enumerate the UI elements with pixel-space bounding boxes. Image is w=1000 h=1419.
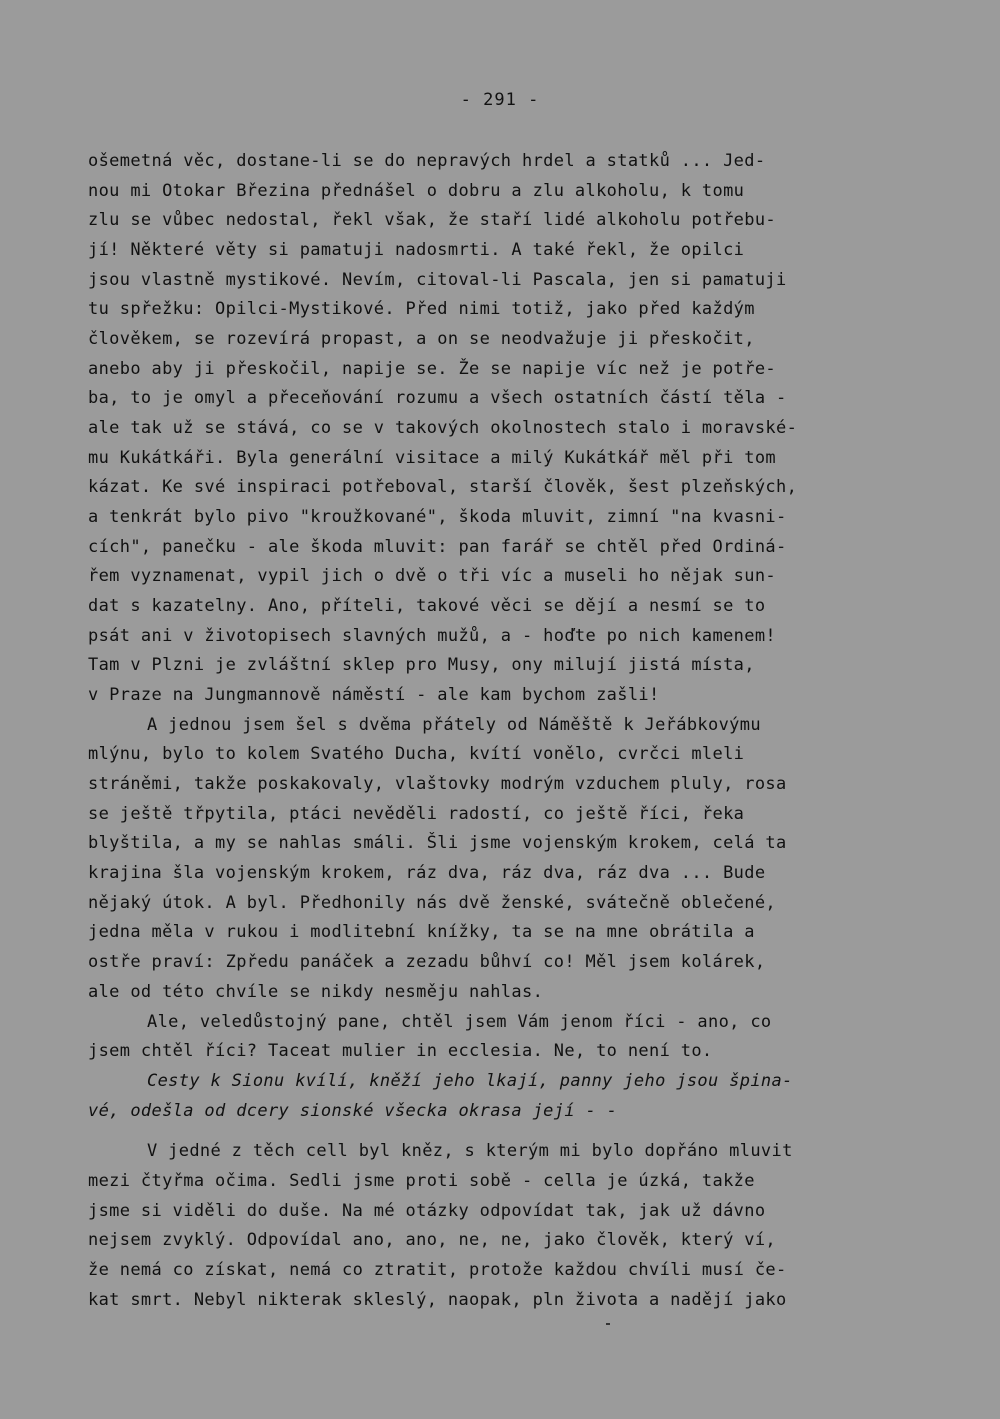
text-line: krajina šla vojenským krokem, ráz dva, ráz dva, ráz dva ... Bude [88, 863, 766, 883]
text-line: V jedné z těch cell byl kněz, s kterým mi bylo dopřáno mluvit [147, 1141, 793, 1161]
page-number: - 291 - [460, 90, 540, 110]
text-line: ošemetná věc, dostane-li se do nepravých hrdel a statků ... Jed- [88, 151, 766, 171]
text-line: člověkem, se rozevírá propast, a on se neodvažuje ji přeskočit, [88, 329, 755, 349]
text-line: ale tak už se stává, co se v takových okolnostech stalo i moravské- [88, 418, 798, 438]
text-line: jsem chtěl říci? Taceat mulier in ecclesia. Ne, to není to. [88, 1041, 713, 1061]
text-line: mlýnu, bylo to kolem Svatého Ducha, kvítí vonělo, cvrčci mleli [88, 744, 745, 764]
text-line: blyštila, a my se nahlas smáli. Šli jsme vojenským krokem, celá ta [88, 833, 787, 853]
text-line: jsou vlastně mystikové. Nevím, citoval-li Pascala, jen si pamatuji [88, 270, 787, 290]
text-line: řem vyznamenat, vypil jich o dvě o tři víc a museli ho nějak sun- [88, 566, 777, 586]
text-line: cích", panečku - ale škoda mluvit: pan farář se chtěl před Ordiná- [88, 537, 787, 557]
quote-line: Cesty k Sionu kvílí, kněží jeho lkají, panny jeho jsou špina- [147, 1071, 793, 1091]
text-line: A jednou jsem šel s dvěma přátely od Náměště k Jeřábkovýmu [147, 715, 761, 735]
text-line: tu spřežku: Opilci-Mystikové. Před nimi totiž, jako před každým [88, 299, 755, 319]
text-line: Ale, veledůstojný pane, chtěl jsem Vám jenom říci - ano, co [147, 1012, 772, 1032]
text-line: kat smrt. Nebyl nikterak skleslý, naopak, pln života a nadějí jako [88, 1290, 787, 1310]
text-line: zlu se vůbec nedostal, řekl však, že staří lidé alkoholu potřebu- [88, 210, 777, 230]
text-line: ale od této chvíle se nikdy nesměju nahlas. [88, 982, 544, 1002]
text-line: se ještě třpytila, ptáci nevěděli radostí, co ještě říci, řeka [88, 804, 745, 824]
text-line: jedna měla v rukou i modlitební knížky, ta se na mne obrátila a [88, 922, 755, 942]
text-line: mu Kukátkáři. Byla generální visitace a milý Kukátkář měl při tom [88, 448, 777, 468]
text-line: dat s kazatelny. Ano, příteli, takové věci se dějí a nesmí se to [88, 596, 766, 616]
text-line: jsme si viděli do duše. Na mé otázky odpovídat tak, jak už dávno [88, 1201, 766, 1221]
text-line: kázat. Ke své inspiraci potřeboval, starší člověk, šest plzeňských, [88, 477, 798, 497]
text-line: jí! Některé věty si pamatuji nadosmrti. A také řekl, že opilci [88, 240, 745, 260]
text-line: ostře praví: Zpředu panáček a zezadu bůhví co! Měl jsem kolárek, [88, 952, 766, 972]
text-line: nejsem zvyklý. Odpovídal ano, ano, ne, ne, jako člověk, který ví, [88, 1230, 777, 1250]
text-line: nějaký útok. A byl. Předhonily nás dvě ženské, svátečně oblečené, [88, 893, 777, 913]
scan-speck [606, 1323, 610, 1325]
text-line: psát ani v životopisech slavných mužů, a - hoďte po nich kamenem! [88, 626, 777, 646]
quote-line: vé, odešla od dcery sionské všecka okrasa její - - [88, 1101, 618, 1121]
text-line: mezi čtyřma očima. Sedli jsme proti sobě - cella je úzká, takže [88, 1171, 755, 1191]
text-line: stráněmi, takže poskakovaly, vlaštovky modrým vzduchem pluly, rosa [88, 774, 787, 794]
text-line: nou mi Otokar Březina přednášel o dobru a zlu alkoholu, k tomu [88, 181, 745, 201]
text-line: anebo aby ji přeskočil, napije se. Že se napije víc než je potře- [88, 359, 777, 379]
text-line: v Praze na Jungmannově náměstí - ale kam bychom zašli! [88, 685, 660, 705]
text-line: ba, to je omyl a přeceňování rozumu a všech ostatních částí těla - [88, 388, 787, 408]
text-line: a tenkrát bylo pivo "kroužkované", škoda mluvit, zimní "na kvasni- [88, 507, 787, 527]
text-line: že nemá co získat, nemá co ztratit, protože každou chvíli musí če- [88, 1260, 787, 1280]
text-line: Tam v Plzni je zvláštní sklep pro Musy, ony milují jistá místa, [88, 655, 755, 675]
